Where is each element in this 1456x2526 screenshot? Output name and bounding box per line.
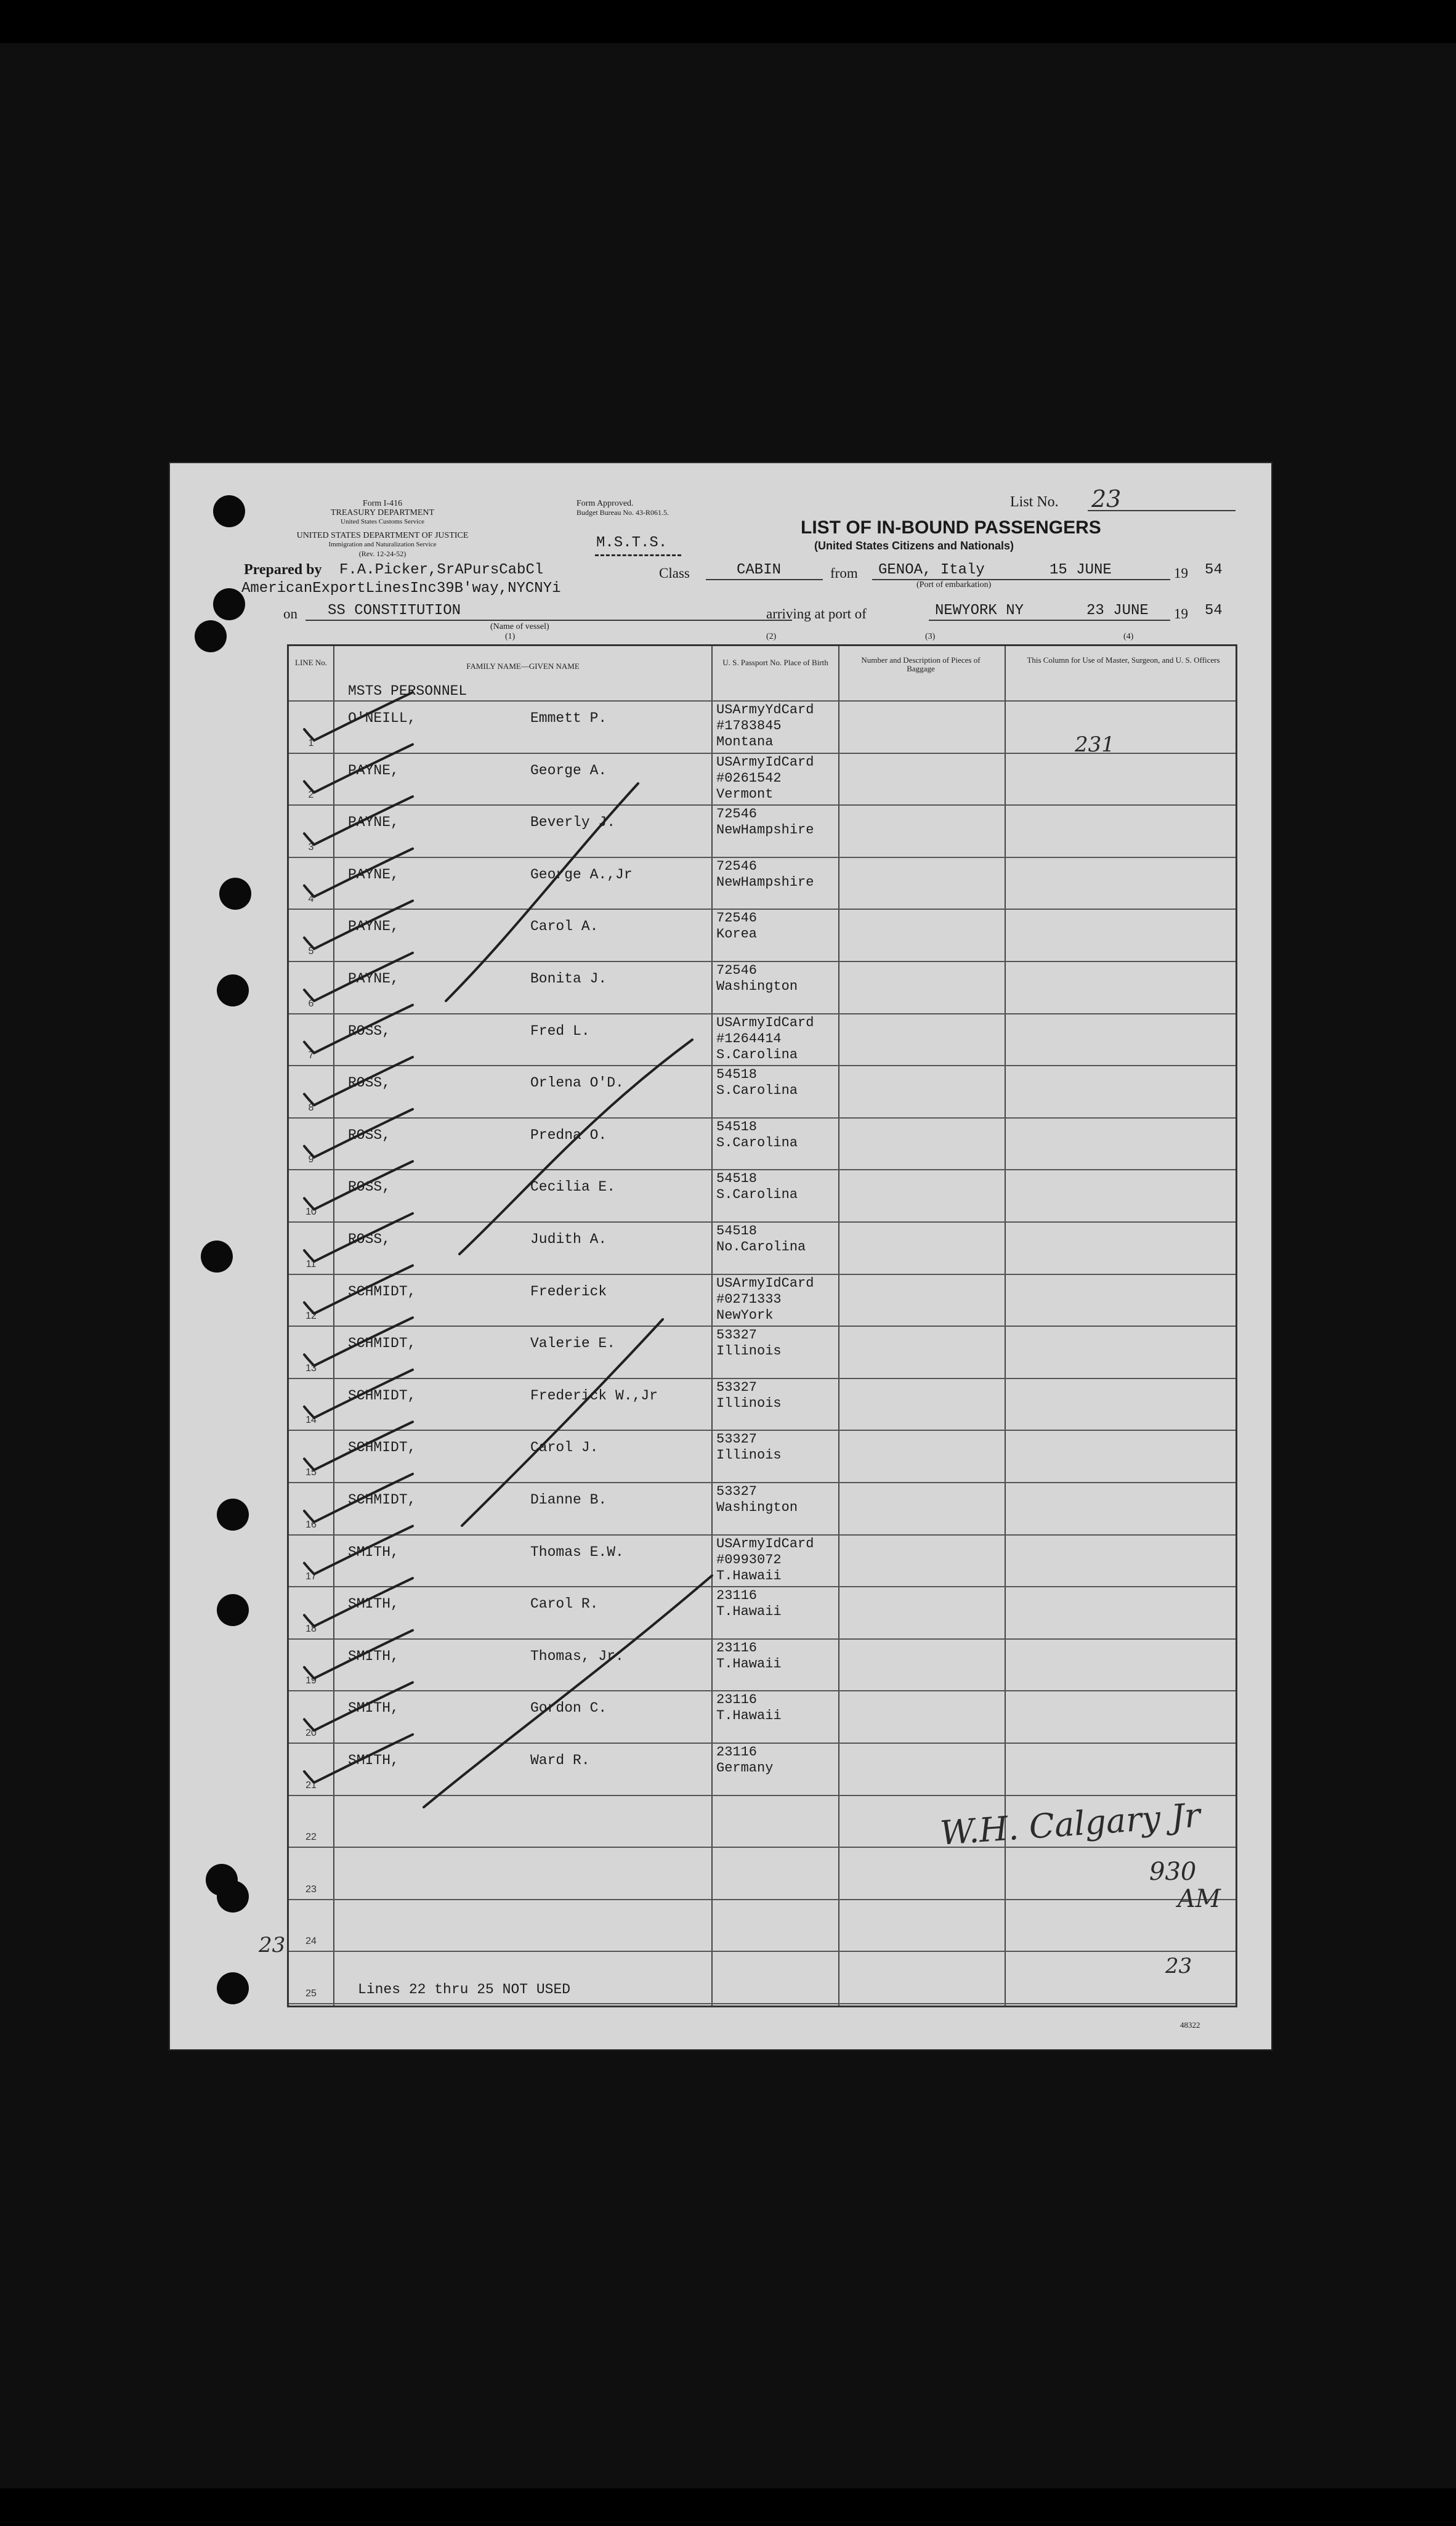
given-name: Judith A.	[530, 1231, 607, 1247]
passport-birthplace: 54518	[716, 1067, 758, 1083]
given-name: Frederick	[530, 1283, 607, 1300]
scan-bottom-band	[0, 2488, 1456, 2526]
arrival-port: NEWYORK NY	[935, 602, 1024, 619]
row-divider	[289, 1951, 1236, 1952]
given-name: Orlena O'D.	[530, 1075, 624, 1091]
passport-birthplace: 53327	[716, 1484, 758, 1499]
row-divider	[289, 1586, 1236, 1587]
signature-ampm: AM	[1178, 1885, 1221, 1913]
passport-birthplace: USArmyIdCard	[716, 1275, 814, 1291]
punch-hole	[201, 1241, 233, 1273]
passport-birthplace: #0271333	[716, 1291, 782, 1307]
row-divider	[289, 1378, 1236, 1379]
family-name: ROSS,	[348, 1075, 391, 1091]
given-name: Gordon C.	[530, 1700, 607, 1717]
row-divider	[289, 1482, 1236, 1483]
given-name: Cecilia E.	[530, 1179, 616, 1196]
prepared-by-value: F.A.Picker,SrAPursCabCl	[339, 562, 544, 578]
header-passport: U. S. Passport No. Place of Birth	[722, 658, 828, 667]
given-name: Valerie E.	[530, 1335, 616, 1352]
header-baggage: Number and Description of Pieces of Baggage	[861, 655, 981, 673]
passport-birthplace: 72546	[716, 806, 758, 822]
line-number: 7	[308, 1050, 314, 1061]
passport-birthplace: Montana	[716, 734, 774, 750]
footer-code: 48322	[1180, 2020, 1200, 2030]
family-name: SMITH,	[348, 1648, 399, 1664]
department-justice: UNITED STATES DEPARTMENT OF JUSTICE	[296, 531, 469, 540]
given-name: Emmett P.	[530, 710, 607, 726]
department-treasury: TREASURY DEPARTMENT	[330, 508, 435, 517]
family-name: SMITH,	[348, 1752, 399, 1768]
row-divider	[289, 1430, 1236, 1431]
family-name: SCHMIDT,	[348, 1335, 416, 1352]
year-suffix: 54	[1205, 562, 1223, 578]
given-name: Predna O.	[530, 1127, 607, 1143]
row-divider	[289, 1117, 1236, 1119]
given-name: Fred L.	[530, 1022, 590, 1039]
passport-birthplace: Korea	[716, 926, 758, 942]
passport-birthplace: #1783845	[716, 718, 782, 734]
family-name: SMITH,	[348, 1596, 399, 1613]
passport-birthplace: T.Hawaii	[716, 1568, 782, 1584]
line-number: 25	[305, 1988, 317, 1999]
row-divider	[289, 1743, 1236, 1744]
class-value: CABIN	[737, 562, 782, 578]
from-label: from	[830, 565, 858, 581]
prepared-by-label: Prepared by	[244, 562, 322, 578]
given-name: Carol R.	[530, 1596, 599, 1613]
column-number-3: (3)	[925, 632, 936, 641]
prepared-by-line2: AmericanExportLinesInc39B'way,NYCNYi	[241, 580, 561, 597]
family-name: SCHMIDT,	[348, 1283, 416, 1300]
family-name: SCHMIDT,	[348, 1387, 416, 1404]
line-number: 23	[305, 1884, 317, 1895]
passport-birthplace: Illinois	[716, 1447, 782, 1463]
line-number: 10	[305, 1207, 317, 1217]
passport-birthplace: S.Carolina	[716, 1046, 798, 1063]
family-name: O'NEILL,	[348, 710, 416, 726]
passport-birthplace: 72546	[716, 910, 758, 926]
line-number: 14	[305, 1415, 317, 1426]
row-divider	[289, 1169, 1236, 1170]
immigration-service: Immigration and Naturalization Service	[328, 541, 437, 548]
row-divider	[289, 1847, 1236, 1848]
line-number: 3	[308, 841, 314, 852]
header-line-no: LINE No.	[295, 658, 327, 667]
row-divider	[289, 1899, 1236, 1900]
form-title: LIST OF IN-BOUND PASSENGERS	[801, 517, 1101, 538]
passport-birthplace: 53327	[716, 1379, 758, 1395]
line-number: 9	[308, 1154, 314, 1165]
line-number: 20	[305, 1728, 317, 1738]
passport-birthplace: USArmyIdCard	[716, 1536, 814, 1552]
officer-signature: W.H. Calgary Jr	[939, 1795, 1202, 1853]
manifest-sheet	[170, 463, 1271, 2049]
line-number: 12	[305, 1311, 317, 1322]
family-name: ROSS,	[348, 1022, 391, 1039]
passport-birthplace: NewHampshire	[716, 822, 814, 838]
passport-birthplace: NewHampshire	[716, 874, 814, 890]
list-number-label: List No.	[1010, 494, 1059, 510]
punch-hole	[195, 620, 227, 652]
family-name: PAYNE,	[348, 866, 399, 883]
row-divider	[289, 1690, 1236, 1691]
row-divider	[289, 961, 1236, 962]
list-number-value: 23	[1091, 485, 1122, 512]
form-number: Form I-416	[362, 499, 403, 508]
vessel-note: (Name of vessel)	[490, 622, 549, 631]
column-number-2: (2)	[766, 632, 777, 641]
passport-birthplace: 23116	[716, 1744, 758, 1760]
passport-birthplace: Washington	[716, 1500, 798, 1515]
justice-block	[287, 531, 478, 559]
line-number: 24	[305, 1936, 317, 1947]
line-number: 18	[305, 1623, 317, 1634]
family-name: SCHMIDT,	[348, 1439, 416, 1456]
given-name: Beverly J.	[530, 814, 616, 831]
column-number-4: (4)	[1123, 632, 1134, 641]
family-name: ROSS,	[348, 1231, 391, 1247]
row-divider	[289, 909, 1236, 910]
given-name: Thomas E.W.	[530, 1544, 624, 1560]
line-number: 21	[305, 1779, 317, 1791]
embarkation-port: GENOA, Italy	[878, 562, 985, 578]
year-prefix: 19	[1174, 565, 1188, 581]
signature-time: 930	[1149, 1858, 1197, 1886]
passport-birthplace: Germany	[716, 1760, 774, 1776]
line-number: 6	[308, 998, 314, 1009]
line-number: 11	[305, 1258, 317, 1269]
passport-birthplace: S.Carolina	[716, 1135, 798, 1151]
on-label: on	[283, 606, 297, 621]
punch-hole	[217, 1880, 249, 1913]
line-number: 17	[305, 1571, 317, 1582]
row-divider	[289, 857, 1236, 858]
family-name: ROSS,	[348, 1127, 391, 1143]
not-used-note: Lines 22 thru 25 NOT USED	[358, 1982, 571, 1998]
punch-hole	[219, 878, 251, 910]
passport-birthplace: USArmyYdCard	[716, 702, 814, 718]
passport-birthplace: 54518	[716, 1223, 758, 1239]
given-name: Frederick W.,Jr	[530, 1387, 658, 1404]
passport-birthplace: Illinois	[716, 1395, 782, 1411]
passport-birthplace: Illinois	[716, 1343, 782, 1359]
arrival-year-prefix: 19	[1174, 606, 1188, 621]
given-name: George A.,Jr	[530, 866, 633, 883]
line-number: 16	[305, 1519, 317, 1530]
passport-birthplace: #1264414	[716, 1030, 782, 1046]
passport-birthplace: 53327	[716, 1431, 758, 1447]
line-number: 5	[308, 946, 314, 957]
passport-birthplace: 23116	[716, 1640, 758, 1656]
given-name: Carol J.	[530, 1439, 599, 1456]
given-name: Carol A.	[530, 918, 599, 935]
punch-hole	[217, 1499, 249, 1531]
passport-birthplace: 54518	[716, 1171, 758, 1187]
arrival-date: 23 JUNE	[1086, 602, 1149, 619]
passport-birthplace: T.Hawaii	[716, 1656, 782, 1672]
line-number: 2	[308, 790, 314, 801]
revision: (Rev. 12-24-52)	[358, 549, 406, 558]
punch-hole	[217, 974, 249, 1006]
line-number: 19	[305, 1675, 317, 1686]
column-number-1: (1)	[505, 632, 516, 641]
passport-birthplace: T.Hawaii	[716, 1708, 782, 1724]
approval-block	[576, 499, 700, 517]
passport-birthplace: Washington	[716, 979, 798, 994]
given-name: George A.	[530, 762, 607, 779]
passport-birthplace: USArmyIdCard	[716, 754, 814, 770]
given-name: Dianne B.	[530, 1492, 607, 1508]
passport-birthplace: 72546	[716, 858, 758, 874]
passport-birthplace: No.Carolina	[716, 1239, 806, 1255]
margin-number-right: 23	[1165, 1954, 1192, 1978]
group-label: MSTS PERSONNEL	[348, 683, 467, 699]
row-divider	[289, 1795, 1236, 1796]
class-label: Class	[659, 565, 690, 581]
customs-service: United States Customs Service	[341, 518, 424, 525]
passport-birthplace: #0261542	[716, 770, 782, 786]
given-name: Ward R.	[530, 1752, 590, 1768]
family-name: PAYNE,	[348, 814, 399, 831]
passport-birthplace: 23116	[716, 1588, 758, 1604]
officer-note: 231	[1075, 732, 1115, 757]
passport-birthplace: 72546	[716, 963, 758, 978]
passport-birthplace: 54518	[716, 1119, 758, 1135]
family-name: SMITH,	[348, 1544, 399, 1560]
family-name: PAYNE,	[348, 762, 399, 779]
passport-birthplace: S.Carolina	[716, 1187, 798, 1203]
arriving-label: arriving at port of	[766, 606, 867, 621]
punch-hole	[213, 495, 245, 527]
passport-birthplace: 53327	[716, 1327, 758, 1343]
punch-hole	[217, 1594, 249, 1626]
budget-bureau: Budget Bureau No. 43-R061.5.	[576, 508, 669, 517]
punch-hole	[213, 588, 245, 620]
embarkation-date: 15 JUNE	[1050, 562, 1112, 578]
punch-hole	[217, 1972, 249, 2004]
family-name: PAYNE,	[348, 971, 399, 987]
passport-birthplace: T.Hawaii	[716, 1604, 782, 1620]
row-divider	[289, 1065, 1236, 1066]
passport-birthplace: #0993072	[716, 1552, 782, 1568]
scan-top-band	[0, 0, 1456, 43]
passport-birthplace: USArmyIdCard	[716, 1014, 814, 1030]
msts-stamp: M.S.T.S.	[596, 535, 668, 551]
header-officers: This Column for Use of Master, Surgeon, and U. S. Officers	[1027, 655, 1220, 665]
family-name: ROSS,	[348, 1179, 391, 1196]
passport-birthplace: Vermont	[716, 786, 774, 802]
row-divider	[289, 1326, 1236, 1327]
arrival-year-suffix: 54	[1205, 602, 1223, 619]
form-approved: Form Approved.	[576, 499, 634, 508]
line-number: 4	[308, 894, 314, 905]
line-number: 13	[305, 1362, 317, 1374]
header-name: FAMILY NAME—GIVEN NAME	[466, 662, 580, 671]
family-name: SCHMIDT,	[348, 1492, 416, 1508]
given-name: Thomas, Jr.	[530, 1648, 624, 1664]
line-number: 1	[308, 737, 314, 748]
given-name: Bonita J.	[530, 971, 607, 987]
row-divider	[289, 804, 1236, 806]
port-of-embarkation-note: (Port of embarkation)	[916, 580, 992, 589]
family-name: SMITH,	[348, 1700, 399, 1717]
vessel-name: SS CONSTITUTION	[328, 602, 461, 619]
margin-number-left: 23	[259, 1933, 286, 1957]
row-divider	[289, 1221, 1236, 1223]
passport-birthplace: S.Carolina	[716, 1083, 798, 1099]
line-number: 8	[308, 1102, 314, 1113]
passport-birthplace: 23116	[716, 1692, 758, 1708]
form-subtitle: (United States Citizens and Nationals)	[814, 540, 1014, 552]
form-header-block	[312, 499, 453, 527]
line-number: 15	[305, 1467, 317, 1478]
passport-birthplace: NewYork	[716, 1307, 774, 1323]
row-divider	[289, 2003, 1236, 2004]
family-name: PAYNE,	[348, 918, 399, 935]
line-number: 22	[305, 1832, 317, 1843]
row-divider	[289, 1638, 1236, 1640]
